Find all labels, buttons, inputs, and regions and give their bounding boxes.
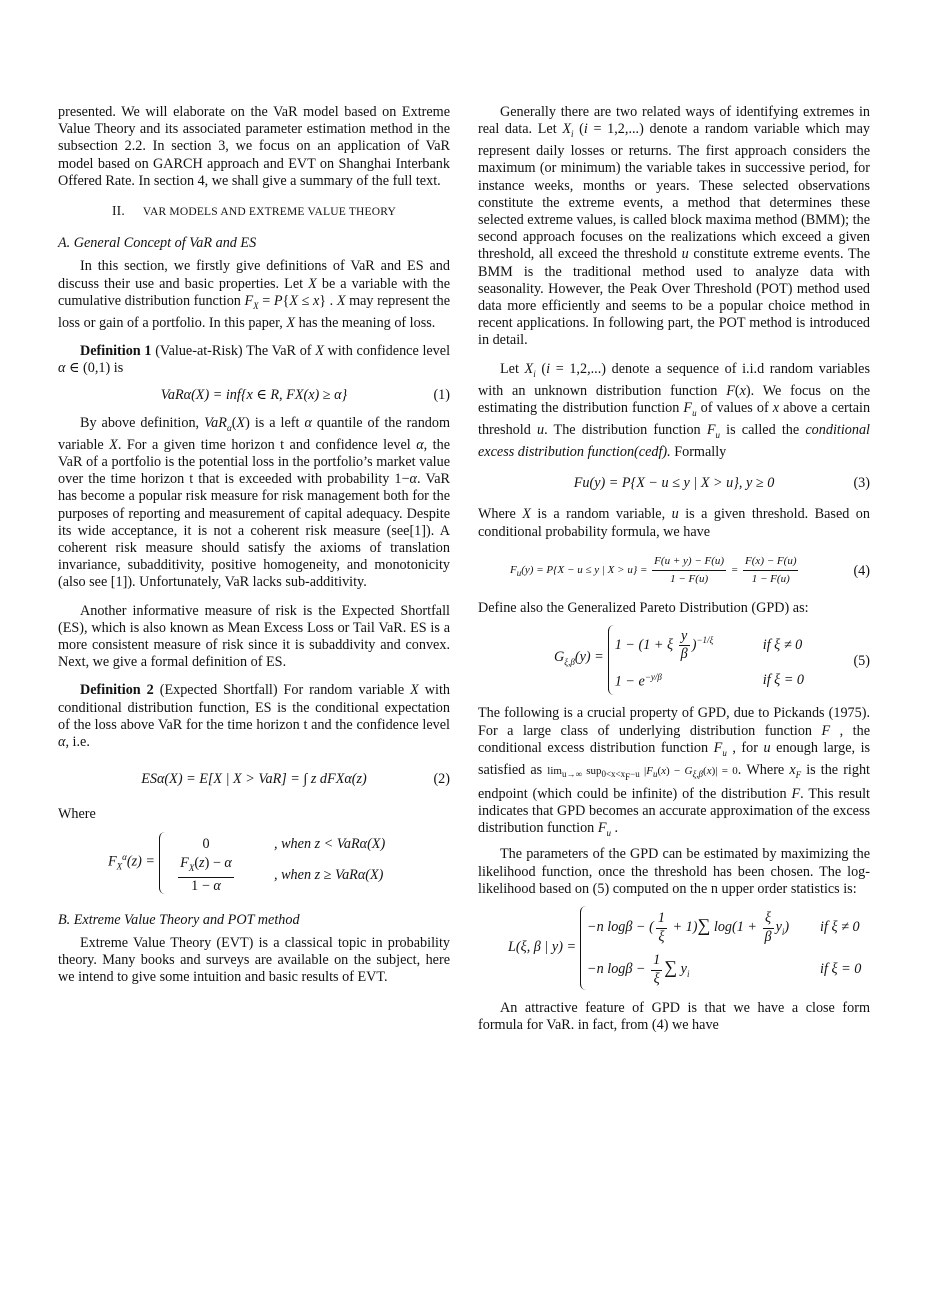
subsection-a-title: A. General Concept of VaR and ES — [58, 235, 257, 252]
paragraph-evt-intro: Extreme Value Theory (EVT) is a classical topic in probability theory. Many books and surveys are available on the subject, here we intend to give some intuition and basic results of EVT. — [58, 934, 450, 986]
equation-1-body: VaRα(X) = inf{x ∈ R, FX(x) ≥ α} — [160, 387, 348, 404]
equation-1-number: (1) — [433, 387, 450, 404]
paragraph-conditional: Where X is a random variable, u is a given threshold. Based on conditional probability formula, we have — [478, 506, 870, 540]
definition-1: Definition 1 (Value-at-Risk) The VaR of X with confidence level α ∈ (0,1) is — [58, 343, 451, 377]
paragraph-var-properties: By above definition, VaR$_\alpha$(X) is a left α quantile of the random variable X. For a given time horizon t and confidence level α, the VaR of a portfolio is the potential loss in the portfolio’s market value over the time horizon t that is exceeded with probability 1−α. VaR has become a popular risk measure for risk management both for the purposes of reporting and measurement of capital adequacy. Despite its wide acceptance, it is not a coherent risk measure (see[1]). A coherent risk measure should satisfy the axioms of translation invariance, subadditivity, positive homogeneity, and monotonicity (also see [1]). Unfortunately, VaR lacks sub-additivity. — [58, 414, 451, 591]
equation-4-number: (4) — [853, 562, 870, 579]
paragraph-pickands: The following is a crucial property of GPD, due to Pickands (1975). For a large class of underlying distribution function F , the conditional excess distribution function $F_u$ , for u enough large, is satisfied as $\lim_{u\to\infty} sup_{0<x<x_F-u}$ $|F_u(x) - G_{\xi,\beta}(x)| = 0$. Where $x_F$ is the right endpoint (which could be infinite) of the distribution F. This result indicates that GPD becomes an accurate approximation of the excess distribution function $F_u$ . — [478, 705, 871, 839]
paragraph-intro-end: presented. We will elaborate on the VaR model based on Extreme Value Theory and its associated parameter estimation method in the subsection 2.2. In section 3, we focus on an application of VaR model based on GARCH approach and EVT on Shanghai Interbank Offered Rate. In section 4, we shall give a summary of the full text. — [58, 104, 450, 189]
equation-log-likelihood: L(ξ, β | y) = −n logβ − ( $\frac{1}{\xi}$ + 1)∑ log(1 + $\frac{\xi}{\beta}$ $y_i$) if ξ ≠ 0 −n logβ − $\frac{1}{\xi}$ ∑ $y_i$ if ξ = 0 — [478, 906, 870, 990]
equation-3-number: (3) — [853, 475, 870, 492]
equation-2-body: ESα(X) = E[X | X > VaR] = ∫ z dFXα(z) — [141, 771, 367, 788]
equation-2 — [58, 771, 450, 788]
case-2-condition: , when z ≥ VaRα(X) — [274, 866, 384, 883]
case-1-condition: , when z < VaRα(X) — [274, 835, 386, 852]
definition-2: Definition 2 (Expected Shortfall) For random variable X with conditional distribution function, ES is the conditional expectation of the loss above VaR for the time horizon t and the confidence level α, i.e. — [58, 682, 451, 750]
section-number: II. — [111, 203, 125, 219]
left-column — [58, 104, 450, 986]
where-label: Where — [58, 806, 96, 823]
paragraph-es-intro: Another informative measure of risk is the Expected Shortfall (ES), which is also known as Mean Excess Loss or Tail VaR. ES is a more consistent measure of risk since it is subaddivity and convex. Next, we give a formal definition of ES. — [58, 602, 450, 671]
section-title: VAR MODELS AND EXTREME VALUE THEORY — [142, 206, 397, 219]
equation-2-number: (2) — [433, 771, 450, 788]
equation-5: $G_{\xi,\beta}(y)$ = 1 − (1 + ξ $\frac{y}{\beta}$ )$^{-1/\xi}$ if ξ ≠ 0 $1 - e^{-y/\beta}$ if ξ = 0 (5) — [478, 625, 870, 695]
paragraph-var-intro: In this section, we firstly give definitions of VaR and ES and discuss their use and basic properties. Let X be a variable with the cumulative distribution function $F_X = P\{X \le x\}$ . X may represent the loss or gain of a portfolio. In this paper, X has the meaning of loss. — [58, 258, 451, 331]
section-heading — [58, 202, 450, 221]
equation-1 — [58, 387, 450, 404]
paragraph-mle: The parameters of the GPD can be estimated by maximizing the likelihood function, once the threshold has been chosen. The log-likelihood based on (5) computed on the n upper order statistics is: — [478, 846, 870, 897]
equation-4: $F_u(y) = P\{X - u \le y$ | X > u} = $\frac{F(u + y) - F(u)}{1 - F(u)}$ = $\frac{F(x) - F(u)}{1 - F(u)}$ (4) — [510, 554, 870, 585]
paragraph-cedf: Let $X_i$ (i = 1,2,...) denote a sequence of i.i.d random variables with an unknown distribution function F(x). We focus on the estimating the distribution function $F_u$ of values of x above a certain threshold u. The distribution function $F_u$ is called the conditional excess distribution function(cedf). Formally — [478, 360, 871, 460]
equation-5-number: (5) — [853, 653, 870, 670]
equation-3 — [478, 475, 870, 492]
subsection-b-title: B. Extreme Value Theory and POT method — [58, 911, 300, 928]
equation-3-body: Fu(y) = P{X − u ≤ y | X > u}, y ≥ 0 — [573, 475, 775, 492]
right-column — [478, 104, 870, 1034]
equation-es-distribution: $F_X^\alpha(z)$ = 0 , when z < VaRα(X) $\frac{F_X(z) - \alpha}{1 - \alpha}$ , when z ≥ VaRα(X) — [108, 832, 450, 894]
paragraph-extremes: Generally there are two related ways of identifying extremes in real data. Let $X_i$ (i = 1,2,...) denote a random variable which may represent daily losses or returns. The first approach considers the maximum (or minimum) the variable takes in successive period, for instance weeks, months or years. These selected observations constitute the extreme events, a method that determines these selected extreme values, is called block maxima method (BMM); the second approach focuses on the realizations which exceed a given threshold, all exceed the threshold u constitute extreme events. The BMM is the traditional method used to analyze data with seasonality. However, the Peak Over Threshold (POT) method used data more efficiently and seems to be a popular choice method in recent applications. In following part, the POT method is introduced in detail. — [478, 104, 870, 349]
paragraph-var-formula: An attractive feature of GPD is that we have a close form formula for VaR. in fact, from (4) we have — [478, 1000, 870, 1034]
paragraph-gpd-define: Define also the Generalized Pareto Distribution (GPD) as: — [478, 600, 809, 617]
